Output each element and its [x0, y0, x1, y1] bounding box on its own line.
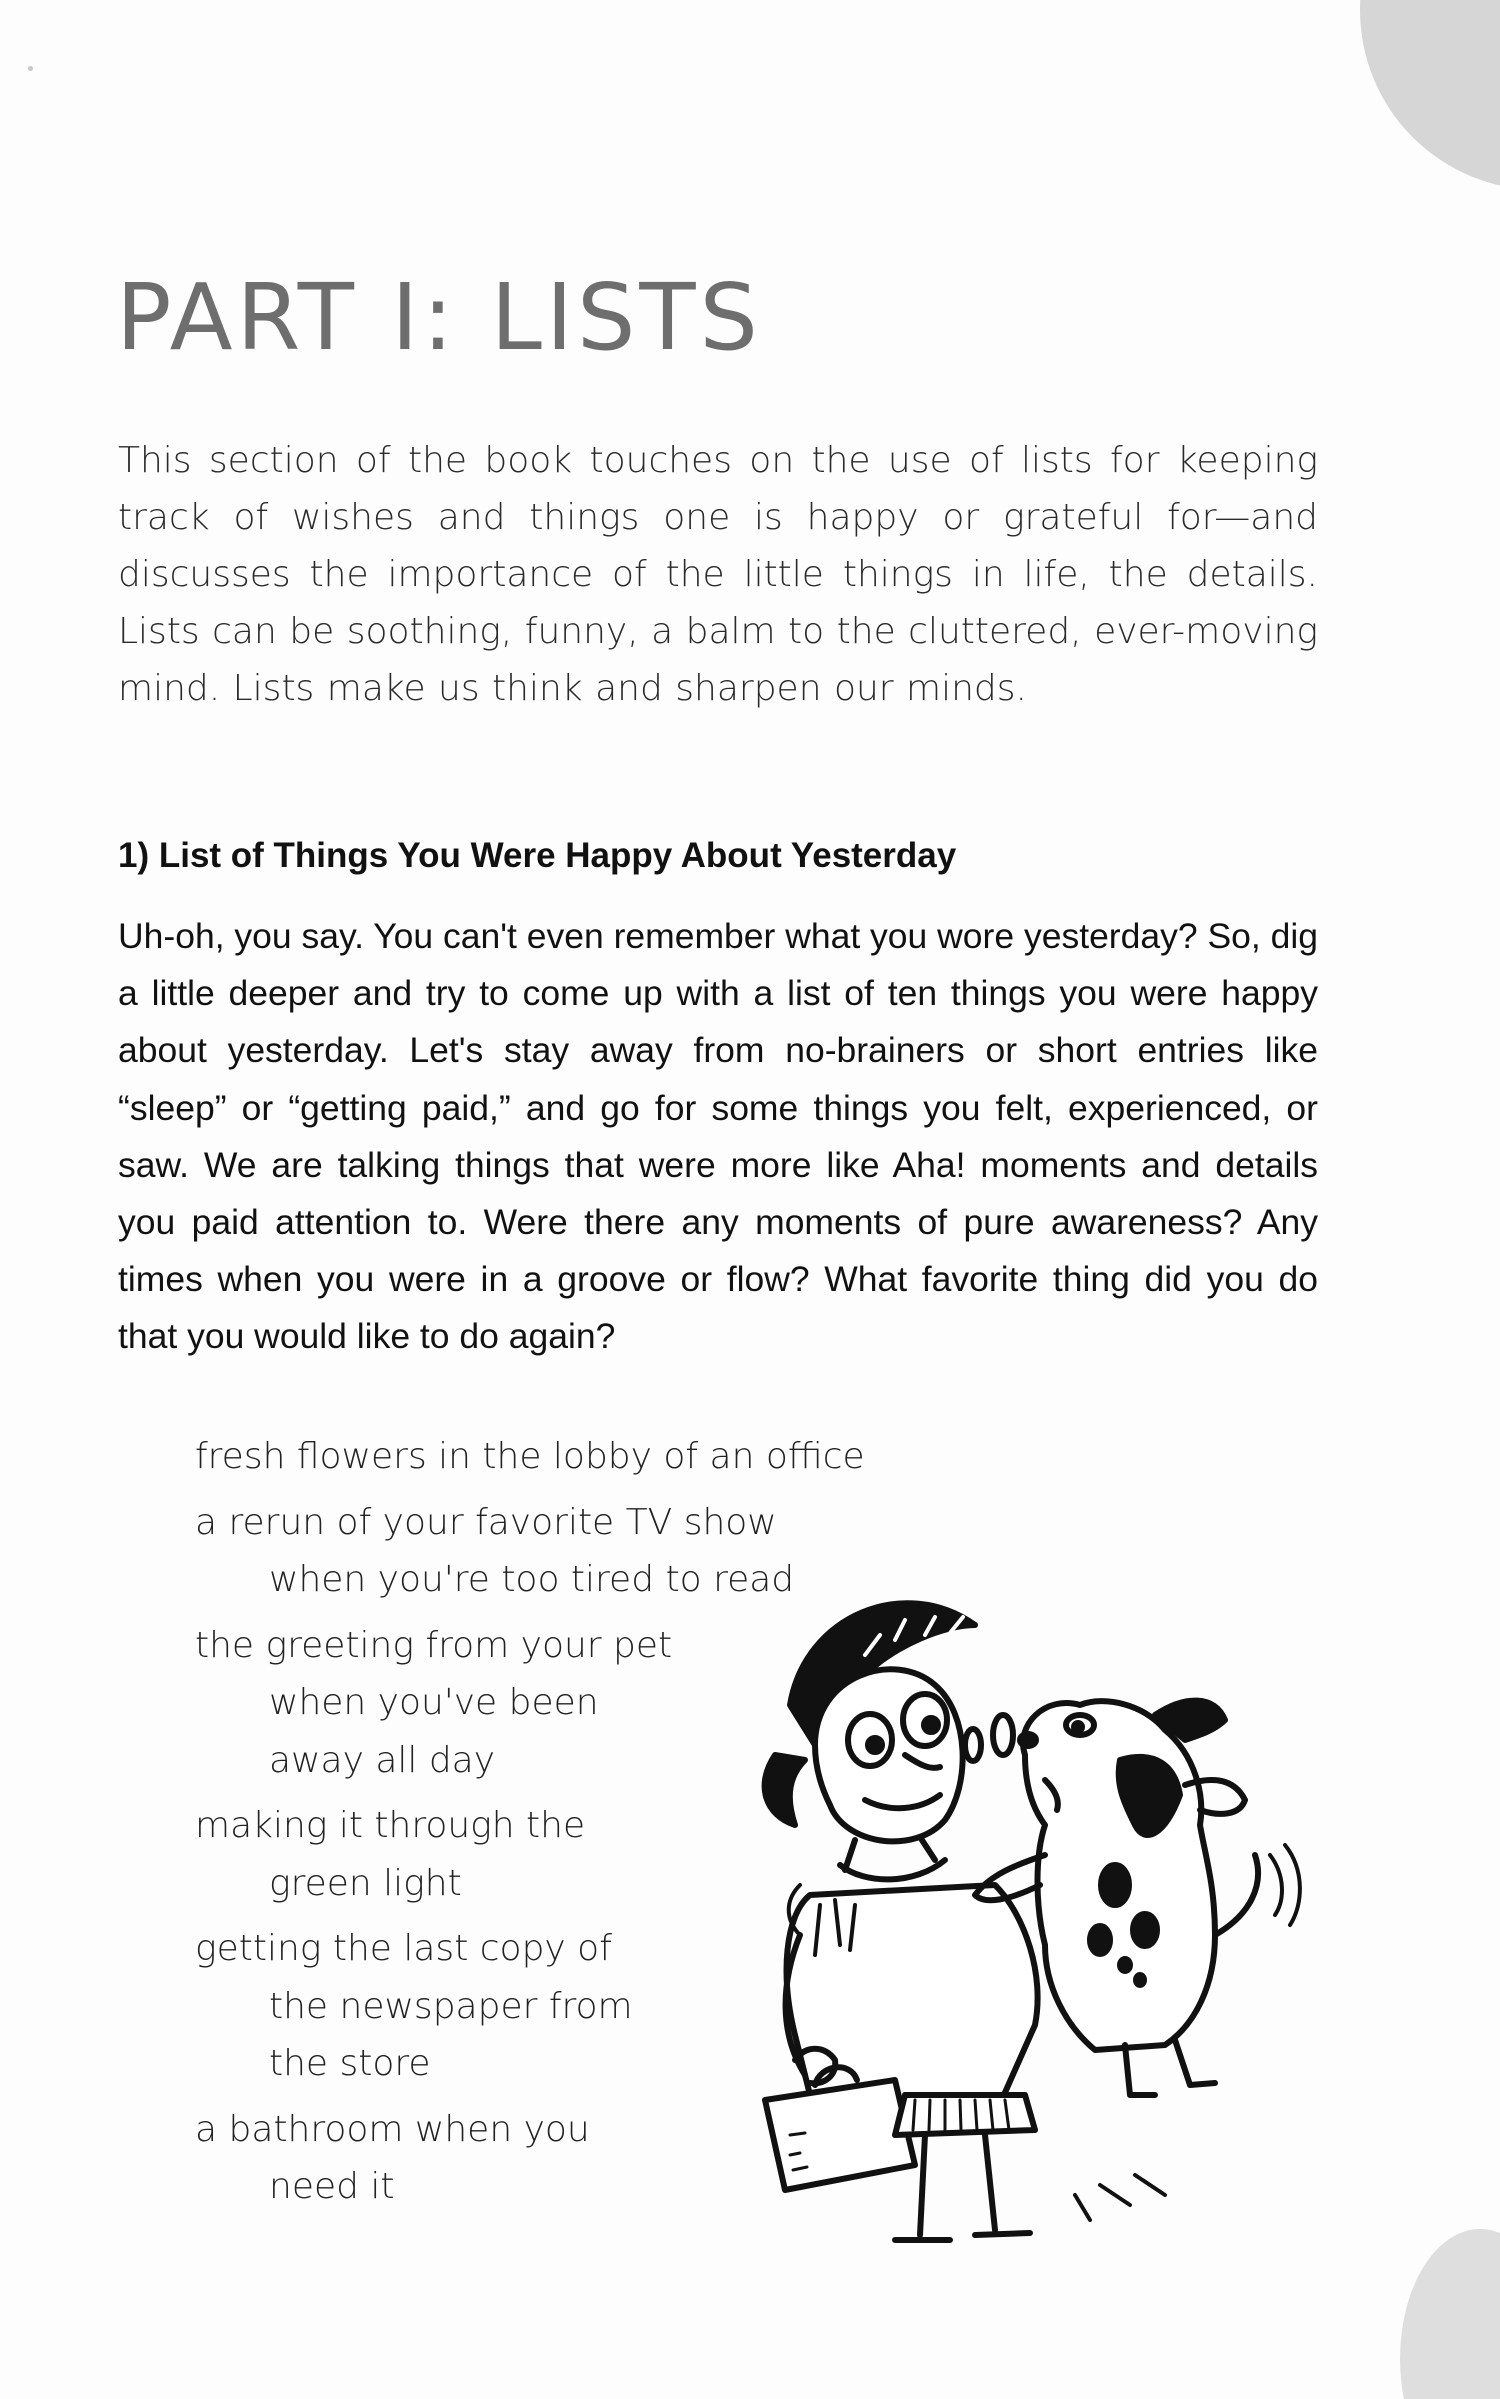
scan-speck — [28, 66, 33, 71]
list-item-text: the greeting from your pet — [195, 1624, 673, 1666]
list-item-continuation: green light — [269, 1862, 462, 1904]
list-item-text: a bathroom when you — [195, 2108, 590, 2150]
part-title: PART I: LISTS — [116, 264, 762, 371]
intro-paragraph: This section of the book touches on the use of lists for keeping track of wishes and things one is happy or grateful for—and discusses the importance of the little things in life, the details. Lists can be soothing, funny, a balm to the cluttered, ever-moving mind. Lists make us think and sharpen our minds. — [118, 440, 1318, 709]
list-item-text: getting the last copy of — [195, 1928, 612, 1969]
list-item-continuation: need it — [269, 2166, 395, 2207]
list-item-continuation: the store — [269, 2043, 431, 2084]
list-item-text: making it through the — [195, 1805, 586, 1846]
list-item-text: fresh flowers in the lobby of an office — [195, 1436, 865, 1477]
page-edge-shadow — [1400, 2229, 1500, 2399]
person-greeting-dog-illustration — [745, 1555, 1425, 2245]
list-item-continuation: when you're too tired to read — [269, 1559, 795, 1600]
page-corner-shadow — [1360, 0, 1500, 190]
list-item-text: a rerun of your favorite TV show — [195, 1501, 777, 1543]
section-body: Uh-oh, you say. You can't even remember what you wore yesterday? So, dig a little deeper and try to come up with a list of ten things you were happy about yesterday. Let's stay away from no-brainers or short entries like “sleep” or “getting paid,” and go for some things you felt, experienced, or saw. We are talking things that were more like Aha! moments and details you paid attention to. Were there any moments of pure awareness? Any times when you were in a groove or flow? What favorite thing did you do that you would like to do again? — [118, 916, 1318, 1357]
list-item-continuation: the newspaper from — [269, 1985, 633, 2027]
list-item-continuation: when you've been — [269, 1682, 599, 1723]
list-item — [195, 1428, 915, 1486]
section-heading: 1) List of Things You Were Happy About Yesterday — [118, 836, 957, 875]
list-item-continuation: away all day — [269, 1739, 496, 1781]
